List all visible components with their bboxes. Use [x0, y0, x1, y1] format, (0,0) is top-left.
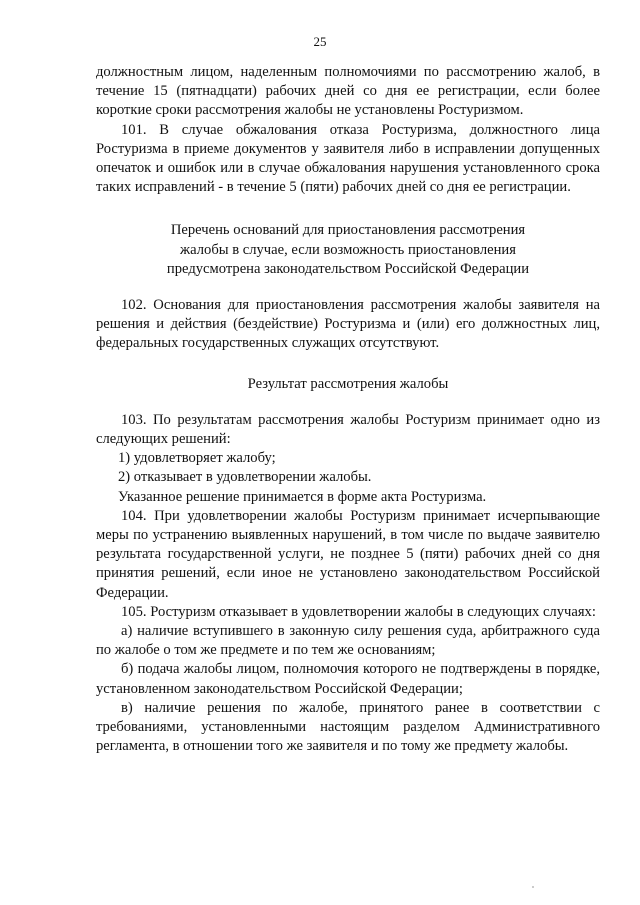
- paragraph-104: 104. При удовлетворении жалобы Ростуризм принимает исчерпывающие меры по устранению выявленных нарушений, в том числе по выдаче заявителю результата государственной услуги, не позднее 5 (пяти) рабочих дней со дня принятия решений, если иное не установлено законодательством Российской Федерации.: [96, 507, 600, 601]
- heading-line-1: Перечень оснований для приостановления рассмотрения: [170, 222, 526, 239]
- paragraph-105: 105. Ростуризм отказывает в удовлетворении жалобы в следующих случаях:: [121, 603, 596, 620]
- spacer: [96, 394, 600, 411]
- paragraph-105-item-a: а) наличие вступившего в законную силу решения суда, арбитражного суда по жалобе о том же предмете и по тем же основаниям;: [96, 623, 600, 659]
- paragraph-continued: должностным лицом, наделенным полномочиями по рассмотрению жалоб, в течение 15 (пятнадцати) рабочих дней со дня ее регистрации, если более короткие сроки рассмотрения жалобы не установлены Ростуризмом.: [96, 64, 600, 119]
- paragraph-103-note: Указанное решение принимается в форме акта Ростуризма.: [118, 488, 487, 505]
- heading-line-3: предусмотрена законодательством Российской Федерации: [166, 260, 530, 277]
- scan-speck: [532, 886, 534, 888]
- paragraph-102: 102. Основания для приостановления рассмотрения жалобы заявителя на решения и действия (бездействие) Ростуризма и (или) его должностных лиц, федеральных государственных служащих отсутствуют.: [96, 297, 600, 352]
- paragraph-105-item-c: в) наличие решения по жалобе, принятого ранее в соответствии с требованиями, установленными настоящим разделом Административного регламента, в отношении того же заявителя и по тому же предмету жалобы.: [96, 699, 600, 755]
- page-number: 25: [313, 34, 327, 49]
- spacer: [96, 354, 600, 375]
- section-heading-result: Результат рассмотрения жалобы: [247, 375, 449, 392]
- paragraph-101: 101. В случае обжалования отказа Ростуризма, должностного лица Ростуризма в приеме документов у заявителя либо в исправлении допущенных опечаток и ошибок или в случае обжалования нарушения установленного срока таких исправлений - в течение 5 (пяти) рабочих дней со дня ее регистрации.: [96, 121, 600, 196]
- paragraph-103-item-1: 1) удовлетворяет жалобу;: [118, 450, 276, 467]
- paragraph-105-item-b: б) подача жалобы лицом, полномочия которого не подтверждены в порядке, установленном законодательством Российской Федерации;: [96, 661, 600, 697]
- paragraph-103: 103. По результатам рассмотрения жалобы Ростуризм принимает одно из следующих решений:: [96, 411, 600, 448]
- section-heading-suspension: [96, 221, 600, 279]
- heading-line-2: жалобы в случае, если возможность приостановления: [180, 241, 516, 258]
- paragraph-103-item-2: 2) отказывает в удовлетворении жалобы.: [118, 469, 372, 486]
- spacer: [96, 279, 600, 296]
- spacer: [96, 197, 600, 221]
- document-body: [96, 63, 600, 757]
